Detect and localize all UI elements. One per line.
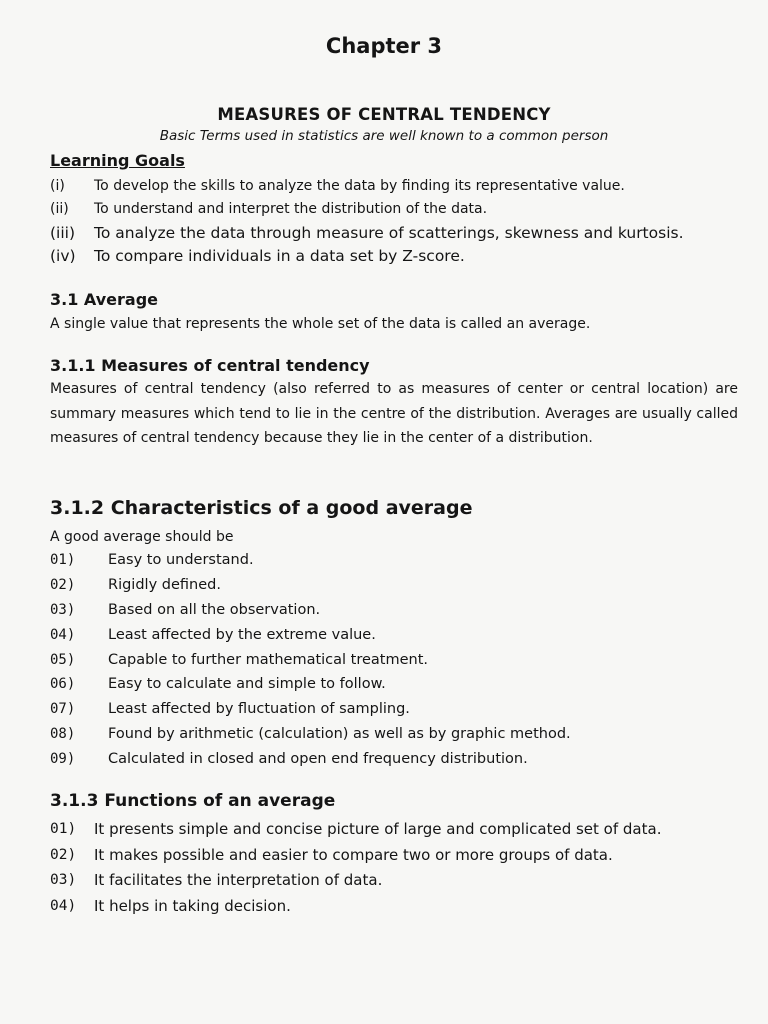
learning-goals-list [50,174,750,268]
list-item [50,174,750,198]
section-intro-characteristics: A good average should be [50,529,234,545]
item-number: (i) [50,177,65,194]
list-item [50,221,750,245]
item-text: Least affected by fluctuation of sampling. [108,701,410,718]
item-number: 09) [50,750,76,767]
list-item [50,842,750,868]
list-item [50,816,750,842]
list-item [50,722,750,747]
section-heading-characteristics: 3.1.2 Characteristics of a good average [50,497,473,519]
list-item [50,746,750,771]
item-text: Least affected by the extreme value. [108,626,376,643]
list-item [50,647,750,672]
list-item [50,598,750,623]
item-text: It facilitates the interpretation of data. [94,871,383,890]
item-number: 02) [50,577,76,594]
list-item [50,245,750,269]
item-number: 05) [50,651,76,668]
item-text: Based on all the observation. [108,601,321,618]
characteristics-list [50,548,750,771]
section-heading-functions: 3.1.3 Functions of an average [50,791,336,811]
list-item [50,868,750,894]
item-number: 01) [50,820,77,837]
list-item [50,573,750,598]
item-number: 03) [50,872,77,889]
item-number: 03) [50,601,76,618]
item-number: 04) [50,898,77,915]
item-number: (ii) [50,201,69,218]
item-text: It helps in taking decision. [94,897,291,916]
list-item [50,198,750,222]
list-item [50,672,750,697]
item-text: To analyze the data through measure of scatterings, skewness and kurtosis. [94,223,684,242]
item-text: To compare individuals in a data set by Z-score. [94,247,465,266]
item-text: Calculated in closed and open end frequency distribution. [108,750,528,767]
item-number: 04) [50,626,76,643]
list-item [50,697,750,722]
section-heading-measures: 3.1.1 Measures of central tendency [50,356,370,375]
item-text: Easy to understand. [108,552,254,569]
list-item [50,893,750,919]
item-number: 01) [50,552,76,569]
section-text-measures: Measures of central tendency (also referred to as measures of center or central location) are summary measures which tend to lie in the centre of the distribution. Averages are usually called measures of central tendency because they lie in the center of a distribution. [50,381,738,446]
list-item [50,548,750,573]
page-subtitle: Basic Terms used in statistics are well known to a common person [159,128,609,144]
item-number: (iii) [50,223,76,242]
item-number: 02) [50,846,77,863]
item-text: Capable to further mathematical treatment. [108,651,429,668]
section-text-average: A single value that represents the whole set of the data is called an average. [50,316,591,332]
chapter-title: Chapter 3 [325,34,443,58]
item-text: It makes possible and easier to compare two or more groups of data. [94,845,613,864]
item-number: 07) [50,701,76,718]
section-heading-average: 3.1 Average [50,290,158,309]
item-text: Easy to calculate and simple to follow. [108,676,386,693]
item-number: 06) [50,676,76,693]
page-title: MEASURES OF CENTRAL TENDENCY [217,105,551,124]
item-text: To develop the skills to analyze the data by finding its representative value. [94,177,625,194]
item-text: To understand and interpret the distribution of the data. [94,201,488,218]
item-text: Rigidly defined. [108,577,221,594]
item-text: It presents simple and concise picture of large and complicated set of data. [94,819,662,838]
list-item [50,622,750,647]
item-number: (iv) [50,247,76,266]
learning-goals-heading: Learning Goals [50,151,185,170]
item-number: 08) [50,725,76,742]
item-text: Found by arithmetic (calculation) as well as by graphic method. [108,725,571,742]
functions-list [50,816,750,919]
